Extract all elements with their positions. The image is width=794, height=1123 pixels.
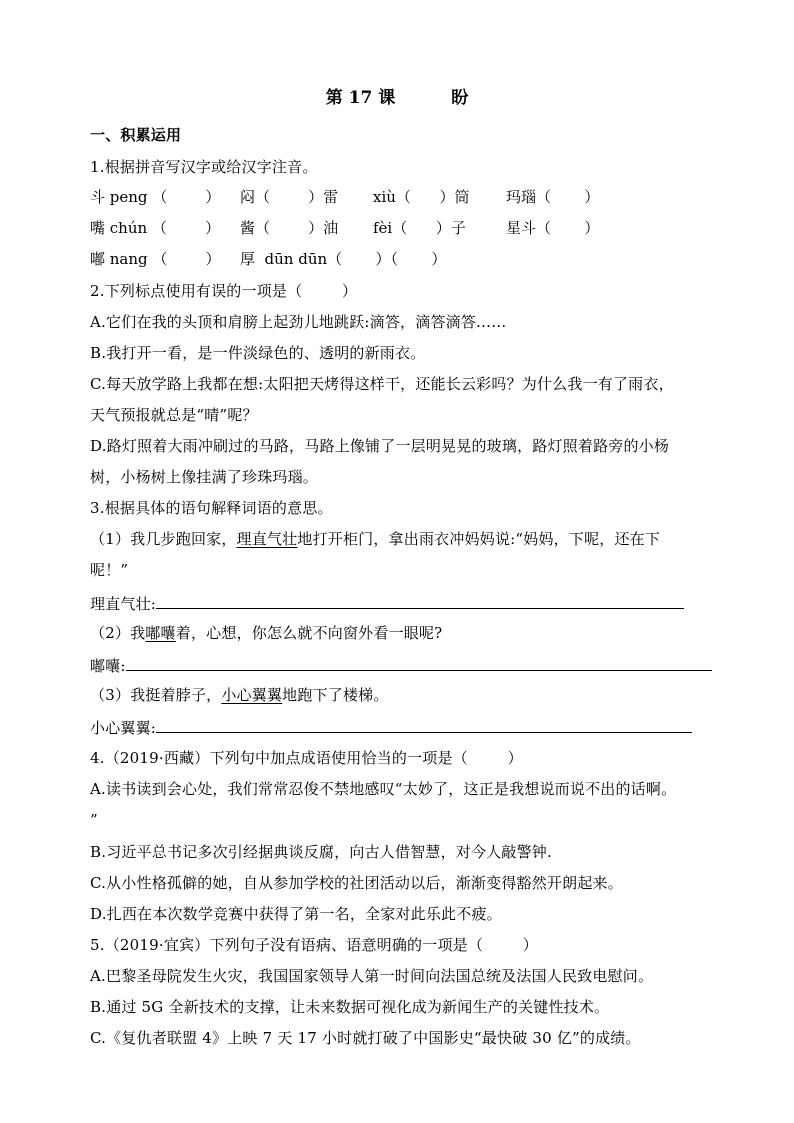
q3-sentence-3: （3）我挺着脖子，小心翼翼地跑下了楼梯。 (90, 686, 389, 704)
q2-option-c-cont: 天气预报就总是“晴”呢？ (90, 406, 258, 424)
q4-option-c: C.从小性格孤僻的她，自从参加学校的社团活动以后，渐渐变得豁然开朗起来。 (90, 874, 623, 892)
q2-option-d-cont: 树，小杨树上像挂满了珍珠玛瑙。 (90, 468, 319, 486)
q5-option-a: A.巴黎圣母院发生火灾，我国国家领导人第一时间向法国总统及法国人民致电慰问。 (90, 967, 654, 985)
answer-blank[interactable] (156, 717, 692, 733)
q4-option-d: D.扎西在本次数学竞赛中获得了第一名，全家对此乐此不疲。 (90, 905, 502, 923)
q1-item: 酱（ ）油 (240, 219, 339, 237)
q4-option-b: B.习近平总书记多次引经据典谈反腐，向古人借智慧，对今人敲警钟. (90, 843, 552, 861)
q1-item: 玛瑙（ ） (506, 188, 600, 206)
answer-blank[interactable] (126, 655, 712, 671)
q5-option-c: C.《复仇者联盟 4》上映 7 天 17 小时就打破了中国影史“最快破 30 亿”的成绩。 (90, 1029, 641, 1047)
q3-sentence-2: （2）我嘟囔着，心想，你怎么就不向窗外看一眼呢? (90, 624, 443, 642)
q3-prompt: 3.根据具体的语句解释词语的意思。 (90, 499, 333, 517)
q3-sentence-1-cont: 呢！” (90, 561, 129, 579)
underlined-word: 嘟囔 (145, 624, 176, 642)
q3-answer-2: 嘟囔: (90, 655, 712, 675)
q2-option-d: D.路灯照着大雨冲刷过的马路，马路上像铺了一层明晃晃的玻璃，路灯照着路旁的小杨 (90, 437, 670, 455)
page-title (0, 88, 794, 108)
q3-sentence-1: （1）我几步跑回家，理直气壮地打开柜门，拿出雨衣冲妈妈说:“妈妈，下呢，还在下 (90, 530, 661, 548)
q2-prompt: 2.下列标点使用有误的一项是（ ） (90, 282, 358, 300)
lesson-name: 盼 (451, 88, 469, 108)
q2-option-c: C.每天放学路上我都在想:太阳把天烤得这样干，还能长云彩吗？为什么我一有了雨衣， (90, 375, 674, 393)
q5-prompt: 5.（2019·宜宾）下列句子没有语病、语意明确的一项是（ ） (90, 936, 539, 954)
q2-option-b: B.我打开一看，是一件淡绿色的、透明的新雨衣。 (90, 344, 426, 362)
q3-answer-3: 小心翼翼: (90, 717, 692, 737)
section-heading: 一、积累运用 (90, 126, 182, 144)
q1-item: 嘴 chún （ ） (90, 219, 221, 237)
q4-option-a: A.读书读到会心处，我们常常忍俊不禁地感叹“太妙了，这正是我想说而说不出的话啊。 (90, 780, 677, 798)
q1-item: 斗 peng （ ） (90, 188, 221, 206)
q1-item: fèi（ ）子 (373, 219, 466, 237)
q1-item: 厚 dūn dūn（ ）（ ） (240, 250, 447, 268)
q1-item: xiù（ ）筒 (373, 188, 470, 206)
underlined-word: 小心翼翼 (221, 686, 283, 704)
q1-item: 嘟 nang （ ） (90, 250, 221, 268)
q1-prompt: 1.根据拼音写汉字或给汉字注音。 (90, 158, 318, 176)
answer-blank[interactable] (156, 593, 684, 609)
underlined-word: 理直气壮 (236, 530, 298, 548)
q2-option-a: A.它们在我的头顶和肩膀上起劲儿地跳跃:滴答，滴答滴答…… (90, 313, 507, 331)
q4-prompt: 4.（2019·西藏）下列句中加点成语使用恰当的一项是（ ） (90, 749, 523, 767)
q3-answer-1: 理直气壮: (90, 593, 684, 613)
q1-item: 星斗（ ） (506, 219, 600, 237)
q1-item: 闷（ ）雷 (240, 188, 339, 206)
q4-option-a-cont: ” (90, 811, 98, 829)
q5-option-b: B.通过 5G 全新技术的支撑，让未来数据可视化成为新闻生产的关键性技术。 (90, 998, 610, 1016)
lesson-number: 第 17 课 (325, 88, 396, 108)
